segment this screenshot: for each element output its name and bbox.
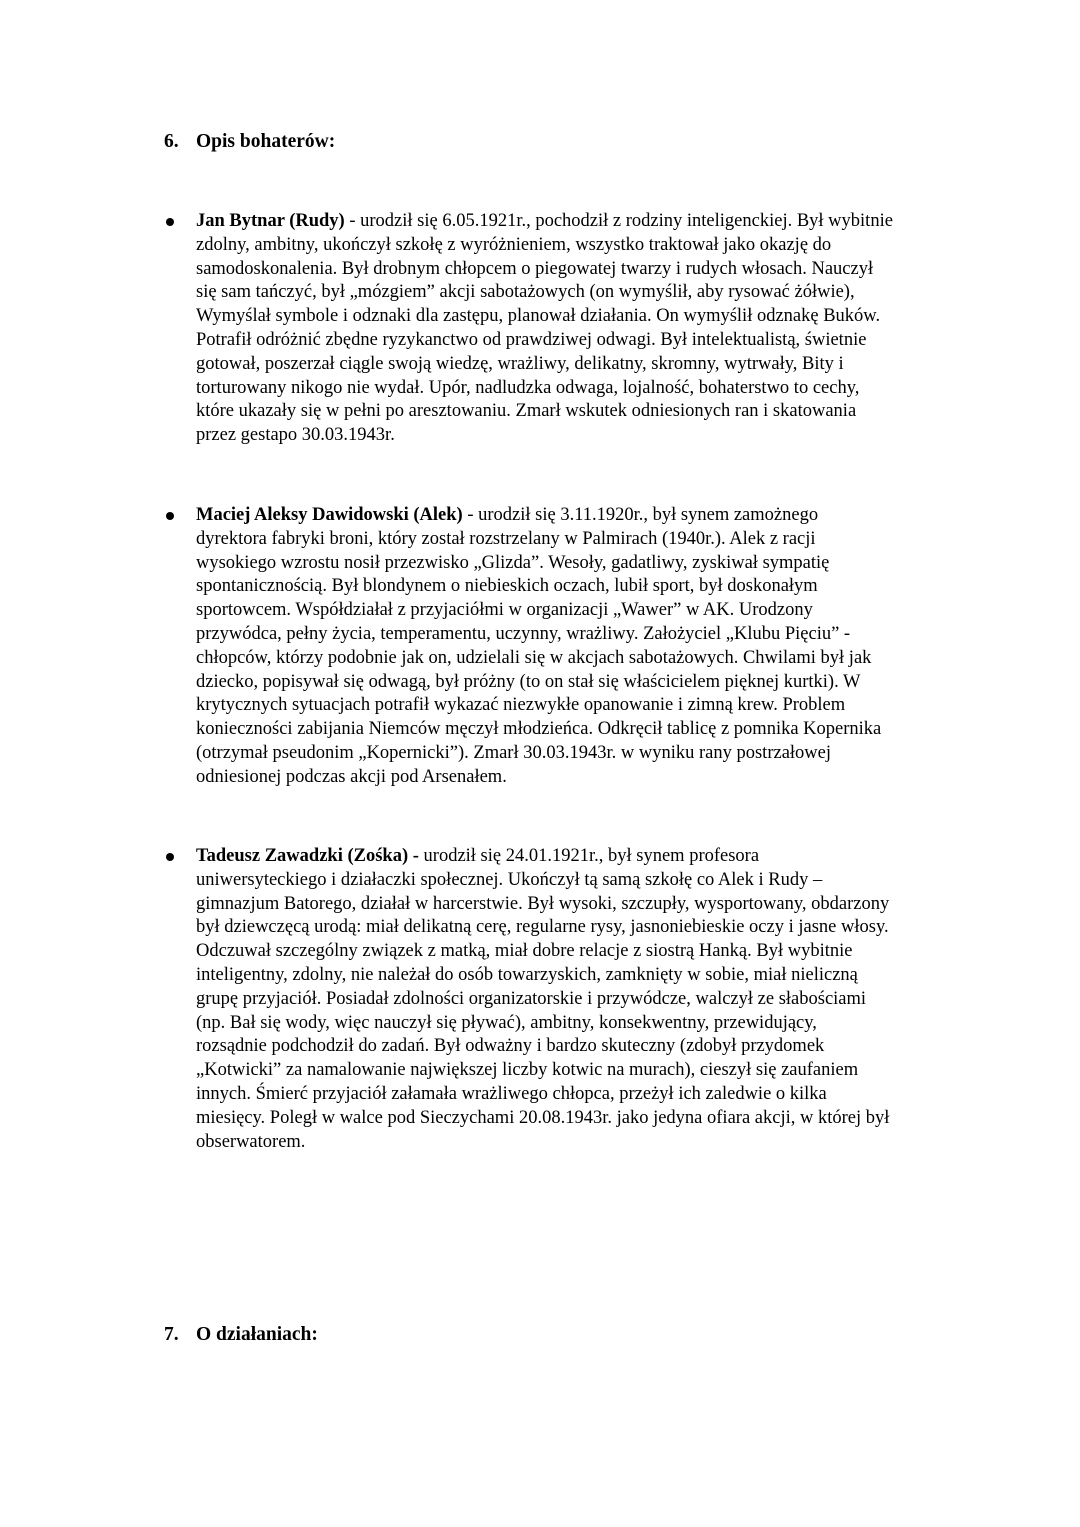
text-line: rozsądnie podchodził do zadań. Był odważny i bardzo skuteczny (zdobył przydomek [196, 1036, 825, 1057]
text-line: uniwersyteckiego i działaczki społecznej. Ukończył tą samą szkołę co Alek i Rudy – [196, 869, 823, 890]
text-line: dyrektora fabryki broni, który został rozstrzelany w Palmirach (1940r.). Alek z racji [196, 528, 816, 549]
text-line: się sam tańczyć, był „mózgiem” akcji sabotażowych (on wymyślił, aby rysować żółwie), [196, 282, 855, 303]
text-line: odniesionej podczas akcji pod Arsenałem. [196, 766, 507, 787]
text-line: obserwatorem. [196, 1131, 306, 1152]
text-line: inteligentny, zdolny, nie należał do osób towarzyskich, zamknięty w sobie, miał nieliczną [196, 964, 858, 985]
text-line: torturowany nikogo nie wydał. Upór, nadludzka odwaga, lojalność, bohaterstwo to cechy, [196, 377, 860, 398]
text-line: spontanicznością. Był blondynem o niebieskich oczach, lubił sport, był doskonałym [196, 576, 818, 597]
hero-name: Jan Bytnar (Rudy) [196, 211, 345, 231]
hero-description [196, 845, 956, 1154]
text-line: „Kotwicki” za namalowanie największej liczby kotwic na murach), cieszył się zaufaniem [196, 1060, 859, 1081]
text-line: Potrafił odróżnić zbędne ryzykanctwo od prawdziwej odwagi. Był intelektualistą, świetnie [196, 329, 867, 350]
bullet-icon [166, 218, 174, 226]
text-line: samodoskonalenia. Był drobnym chłopcem o piegowatej twarzy i rudych włosach. Nauczył [196, 258, 874, 279]
bullet-icon [166, 512, 174, 520]
hero-intro: - urodził się 6.05.1921r., pochodził z rodziny inteligenckiej. Był wybitnie [344, 211, 893, 231]
section-heading-6 [164, 130, 335, 154]
section-title: Opis bohaterów: [196, 131, 336, 152]
text-line: wysokiego wzrostu nosił przezwisko „Glizda”. Wesoły, gadatliwy, zyskiwał sympatię [196, 552, 830, 573]
text-line: które ukazały się w pełni po aresztowaniu. Zmarł wskutek odniesionych ran i skatowania [196, 401, 857, 422]
text-line: Odczuwał szczególny związek z matką, miał dobre relacje z siostrą Hanką. Był wybitnie [196, 941, 853, 962]
text-line: był dziewczęcą urodą: miał delikatną cerę, regularne rysy, jasnoniebieskie oczy i jasne włosy. [196, 917, 889, 938]
text-line: zdolny, ambitny, ukończył szkołę z wyróżnieniem, wszystko traktował jako okazję do [196, 234, 832, 255]
hero-intro: urodził się 24.01.1921r., był synem profesora [418, 846, 760, 866]
hero-entry-zoska [162, 845, 962, 1154]
first-line [196, 845, 956, 869]
text-line: grupę przyjaciół. Posiadał zdolności organizatorskie i przywódcze, walczył ze słabościami [196, 988, 867, 1009]
text-line: krytycznych sytuacjach potrafił wykazać niezwykłe opanowanie i zimną krew. Problem [196, 695, 846, 716]
text-line: przez gestapo 30.03.1943r. [196, 425, 395, 446]
text-line: miesięcy. Poległ w walce pod Sieczychami 20.08.1943r. jako jedyna ofiara akcji, w której był [196, 1107, 890, 1128]
text-line: sportowcem. Współdziałał z przyjaciółmi w organizacji „Wawer” w AK. Urodzony [196, 600, 813, 621]
section-number: 6. [164, 131, 179, 152]
text-line: (np. Bał się wody, więc nauczył się pływać), ambitny, konsekwentny, przewidujący, [196, 1012, 817, 1033]
text-line: innych. Śmierć przyjaciół załamała wrażliwego chłopca, przeżył ich zaledwie o kilka [196, 1083, 827, 1104]
bullet-icon [166, 853, 174, 861]
first-line [196, 504, 956, 528]
hero-description [196, 210, 956, 448]
hero-name: Maciej Aleksy Dawidowski (Alek) [196, 505, 463, 525]
hero-description [196, 504, 956, 790]
section-number: 7. [164, 1324, 179, 1345]
hero-intro: - urodził się 3.11.1920r., był synem zamożnego [462, 505, 819, 525]
first-line [196, 210, 956, 234]
text-line: (otrzymał pseudonim „Kopernicki”). Zmarł 30.03.1943r. w wyniku rany postrzałowej [196, 742, 832, 763]
text-line: gimnazjum Batorego, działał w harcerstwie. Był wysoki, szczupły, wysportowany, obdarzony [196, 893, 890, 914]
text-line: Wymyślał symbole i odznaki dla zastępu, planował działania. On wymyślił odznakę Buków. [196, 306, 881, 327]
text-line: chłopców, którzy podobnie jak on, udzielali się w akcjach sabotażowych. Chwilami był jak [196, 647, 872, 668]
text-line: gotował, poszerzał ciągle swoją wiedzę, wrażliwy, delikatny, skromny, wytrwały, Bity i [196, 353, 844, 374]
section-title: O działaniach: [196, 1324, 318, 1345]
hero-entry-alek [162, 504, 962, 790]
text-line: przywódca, pełny życia, temperamentu, uczynny, wrażliwy. Założyciel „Klubu Pięciu” - [196, 623, 851, 644]
text-line: konieczności zabijania Niemców męczył młodzieńca. Odkręcił tablicę z pomnika Kopernika [196, 719, 882, 740]
text-line: dziecko, popisywał się odwagą, był próżny (to on stał się właścicielem pięknej kurtki). W [196, 671, 861, 692]
hero-entry-rudy [162, 210, 962, 448]
hero-name: Tadeusz Zawadzki (Zośka) - [196, 846, 419, 866]
section-heading-7 [164, 1323, 318, 1347]
